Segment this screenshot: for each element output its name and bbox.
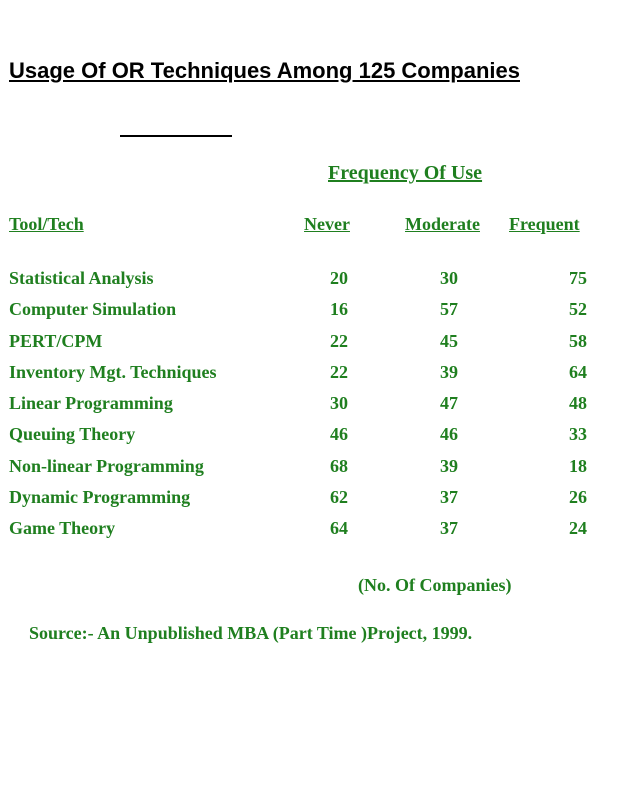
table-row: [0, 393, 638, 424]
moderate-count: 45: [440, 330, 458, 351]
moderate-count: 46: [440, 424, 458, 445]
column-header-frequent: Frequent: [509, 214, 580, 234]
table-row: [0, 424, 638, 455]
frequent-count: 58: [569, 330, 587, 351]
never-count: 46: [330, 424, 348, 445]
frequent-count: 52: [569, 299, 587, 320]
never-count: 16: [330, 299, 348, 320]
moderate-count: 37: [440, 487, 458, 508]
moderate-count: 39: [440, 455, 458, 476]
page-title: Usage Of OR Techniques Among 125 Companies: [9, 58, 520, 83]
never-count: 22: [330, 330, 348, 351]
table-row: [0, 268, 638, 299]
never-count: 64: [330, 518, 348, 539]
underline-rule: [120, 135, 232, 137]
technique-name: Linear Programming: [9, 393, 173, 414]
moderate-count: 37: [440, 518, 458, 539]
frequent-count: 26: [569, 487, 587, 508]
technique-name: Game Theory: [9, 518, 116, 539]
technique-table: [0, 268, 638, 550]
technique-name: Dynamic Programming: [9, 487, 191, 508]
moderate-count: 39: [440, 361, 458, 382]
technique-name: Queuing Theory: [9, 424, 136, 445]
column-header-moderate: Moderate: [405, 214, 480, 234]
frequent-count: 24: [569, 518, 587, 539]
never-count: 30: [330, 393, 348, 414]
moderate-count: 30: [440, 268, 458, 288]
technique-name: Non-linear Programming: [9, 455, 204, 476]
source-note: Source:- An Unpublished MBA (Part Time )Project, 1999.: [29, 623, 473, 643]
never-count: 22: [330, 361, 348, 382]
frequent-count: 18: [569, 455, 587, 476]
never-count: 20: [330, 268, 348, 288]
frequent-count: 48: [569, 393, 587, 414]
column-header-never: Never: [304, 214, 350, 234]
frequent-count: 75: [569, 268, 587, 288]
table-row: [0, 331, 638, 362]
never-count: 68: [330, 455, 348, 476]
table-row: [0, 456, 638, 487]
moderate-count: 47: [440, 393, 458, 414]
never-count: 62: [330, 487, 348, 508]
frequent-count: 33: [569, 424, 587, 445]
frequent-count: 64: [569, 361, 587, 382]
units-note: (No. Of Companies): [358, 575, 512, 595]
column-header-tool: Tool/Tech: [9, 214, 84, 234]
frequency-heading: Frequency Of Use: [328, 162, 483, 184]
technique-name: Inventory Mgt. Techniques: [9, 361, 217, 382]
technique-name: Computer Simulation: [9, 299, 177, 320]
table-row: [0, 362, 638, 393]
table-row: [0, 518, 638, 549]
table-row: [0, 299, 638, 330]
table-row: [0, 487, 638, 518]
technique-name: Statistical Analysis: [9, 268, 154, 288]
moderate-count: 57: [440, 299, 458, 320]
technique-name: PERT/CPM: [9, 330, 103, 351]
